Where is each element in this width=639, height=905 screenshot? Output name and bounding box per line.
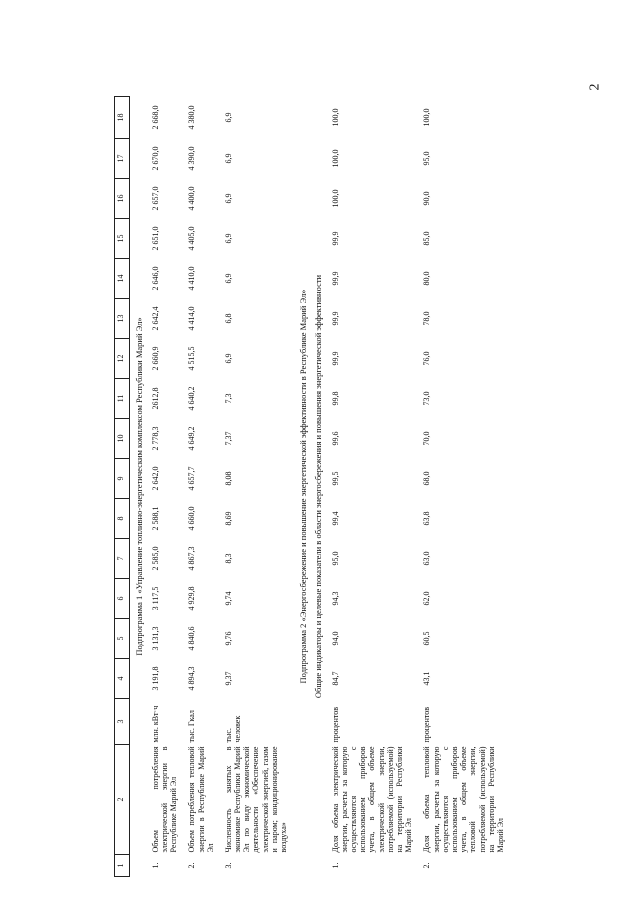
value-cell: 60,5 xyxy=(422,631,432,646)
value-cell: 90,0 xyxy=(422,191,432,206)
value-cell: 4 515,5 xyxy=(187,346,197,371)
table-row xyxy=(328,97,420,877)
value-cell: 4 649,2 xyxy=(187,426,197,451)
subprogram-1-title-row xyxy=(130,97,148,877)
value-cell: 99,4 xyxy=(330,511,340,526)
unit-cell: процентов xyxy=(330,706,340,743)
value-cell: 6,9 xyxy=(223,233,233,244)
column-number-11: 11 xyxy=(115,379,130,419)
value-cell: 2612,8 xyxy=(150,387,160,410)
unit-cell: млн. кВт·ч xyxy=(150,705,160,743)
value-cell: 2 657,0 xyxy=(150,186,160,211)
value-cell: 4 405,0 xyxy=(187,226,197,251)
row-number: 2. xyxy=(187,862,197,869)
value-cell: 4 400,0 xyxy=(187,186,197,211)
value-cell: 6,9 xyxy=(223,112,233,123)
value-cell: 4 929,8 xyxy=(187,586,197,611)
subprogram-1-title: Подпрограмма 1 «Управление топливно-энергетическим комплексом Республики Марий Эл» xyxy=(134,317,144,656)
column-number-7: 7 xyxy=(115,539,130,579)
value-cell: 4 840,6 xyxy=(187,626,197,651)
indicator-name: Численность занятых в экономике Республики Марий Эл по виду экономической деятельности «Обеспечение электрической энергией, газом и паром; кондиционирование воздуха» xyxy=(223,746,289,853)
value-cell: 73,0 xyxy=(422,391,432,406)
column-number-row xyxy=(115,97,130,877)
indicator-name: Доля объема электрической энергии, расчеты за которую осуществляются с использованием приборов учета, в общем объеме электрической энергии, потребляемой (используемой) на территории Республики Марий Эл xyxy=(330,746,414,853)
general-indicators-title: Общие индикаторы и целевые показатели в области энергосбережения и повышения энергетической эффективности xyxy=(312,274,323,699)
column-number-6: 6 xyxy=(115,579,130,619)
column-number-1: 1 xyxy=(115,855,130,877)
rotated-table-container xyxy=(114,97,634,877)
column-number-14: 14 xyxy=(115,259,130,299)
value-cell: 99,5 xyxy=(330,471,340,486)
value-cell: 99,9 xyxy=(330,311,340,326)
indicator-name: Объем потребления электрической энергии в Республике Марий Эл xyxy=(150,746,179,853)
value-cell: 43,1 xyxy=(422,671,432,686)
column-number-2: 2 xyxy=(115,745,130,855)
column-number-16: 16 xyxy=(115,179,130,219)
row-number: 1. xyxy=(330,862,340,869)
indicator-name: Доля объема тепловой энергии, расчеты за которую осуществляются с использованием приборов учета, в общем объеме тепловой энергии, потребляемой (используемой) на территории Республики Марий Эл xyxy=(422,746,505,853)
value-cell: 6,9 xyxy=(223,353,233,364)
table-row xyxy=(419,97,511,877)
value-cell: 63,0 xyxy=(422,551,432,566)
value-cell: 84,7 xyxy=(330,671,340,686)
column-number-3: 3 xyxy=(115,699,130,745)
value-cell: 4 657,7 xyxy=(187,466,197,491)
value-cell: 100,0 xyxy=(330,108,340,127)
value-cell: 2 651,0 xyxy=(150,226,160,251)
value-cell: 9,37 xyxy=(223,671,233,686)
unit-cell: тыс. человек xyxy=(223,715,243,743)
value-cell: 2 670,0 xyxy=(150,146,160,171)
value-cell: 6,9 xyxy=(223,273,233,284)
column-number-10: 10 xyxy=(115,419,130,459)
general-indicators-title-row xyxy=(312,97,328,877)
value-cell: 4 640,2 xyxy=(187,386,197,411)
row-number: 3. xyxy=(223,862,233,869)
value-cell: 6,8 xyxy=(223,313,233,324)
value-cell: 62,0 xyxy=(422,591,432,606)
subprogram-2-title: Подпрограмма 2 «Энергосбережение и повышение энергетической эффективности в Республике Марий Эл» xyxy=(298,289,309,684)
value-cell: 78,0 xyxy=(422,311,432,326)
row-number: 2. xyxy=(422,862,432,869)
value-cell: 99,9 xyxy=(330,231,340,246)
value-cell: 94,3 xyxy=(330,591,340,606)
value-cell: 2 646,0 xyxy=(150,266,160,291)
value-cell: 4 867,3 xyxy=(187,546,197,571)
value-cell: 6,9 xyxy=(223,153,233,164)
unit-cell: тыс. Гкал xyxy=(187,710,197,743)
value-cell: 85,0 xyxy=(422,231,432,246)
value-cell: 100,0 xyxy=(330,189,340,208)
value-cell: 3 191,8 xyxy=(150,666,160,691)
value-cell: 3 117,5 xyxy=(150,586,160,611)
indicators-table xyxy=(114,96,511,877)
column-number-12: 12 xyxy=(115,339,130,379)
value-cell: 4 414,0 xyxy=(187,306,197,331)
table-row xyxy=(148,97,185,877)
value-cell: 68,0 xyxy=(422,471,432,486)
column-number-18: 18 xyxy=(115,97,130,139)
value-cell: 99,6 xyxy=(330,431,340,446)
column-number-8: 8 xyxy=(115,499,130,539)
value-cell: 6,9 xyxy=(223,193,233,204)
value-cell: 4 390,0 xyxy=(187,146,197,171)
value-cell: 95,0 xyxy=(330,551,340,566)
value-cell: 4 410,0 xyxy=(187,266,197,291)
unit-cell: процентов xyxy=(422,706,432,743)
value-cell: 80,0 xyxy=(422,271,432,286)
value-cell: 2 778,3 xyxy=(150,426,160,451)
value-cell: 9,74 xyxy=(223,591,233,606)
row-number: 1. xyxy=(150,862,160,869)
value-cell: 4 660,0 xyxy=(187,506,197,531)
table-row xyxy=(184,97,221,877)
value-cell: 99,8 xyxy=(330,391,340,406)
value-cell: 4 894,3 xyxy=(187,666,197,691)
value-cell: 99,9 xyxy=(330,351,340,366)
table-row xyxy=(221,97,294,877)
value-cell: 9,76 xyxy=(223,631,233,646)
value-cell: 2 642,0 xyxy=(150,466,160,491)
value-cell: 2 588,1 xyxy=(150,506,160,531)
column-number-15: 15 xyxy=(115,219,130,259)
value-cell: 2 668,0 xyxy=(150,105,160,130)
column-number-9: 9 xyxy=(115,459,130,499)
column-number-13: 13 xyxy=(115,299,130,339)
value-cell: 7,37 xyxy=(223,431,233,446)
value-cell: 3 131,3 xyxy=(150,626,160,651)
value-cell: 8,69 xyxy=(223,511,233,526)
value-cell: 100,0 xyxy=(422,108,432,127)
column-number-4: 4 xyxy=(115,659,130,699)
column-number-5: 5 xyxy=(115,619,130,659)
value-cell: 2 660,9 xyxy=(150,346,160,371)
value-cell: 63,8 xyxy=(422,511,432,526)
value-cell: 100,0 xyxy=(330,149,340,168)
subprogram-2-title-row xyxy=(294,97,312,877)
value-cell: 7,3 xyxy=(223,393,233,404)
value-cell: 76,0 xyxy=(422,351,432,366)
value-cell: 2 585,0 xyxy=(150,546,160,571)
column-number-17: 17 xyxy=(115,139,130,179)
value-cell: 95,0 xyxy=(422,151,432,166)
value-cell: 99,9 xyxy=(330,271,340,286)
value-cell: 8,3 xyxy=(223,553,233,564)
value-cell: 4 380,0 xyxy=(187,105,197,130)
indicator-name: Объем потребления тепловой энергии в Республике Марий Эл xyxy=(187,746,215,853)
value-cell: 94,0 xyxy=(330,631,340,646)
value-cell: 8,08 xyxy=(223,471,233,486)
value-cell: 2 642,4 xyxy=(150,306,160,331)
page-number: 2 xyxy=(587,83,603,91)
value-cell: 70,0 xyxy=(422,431,432,446)
